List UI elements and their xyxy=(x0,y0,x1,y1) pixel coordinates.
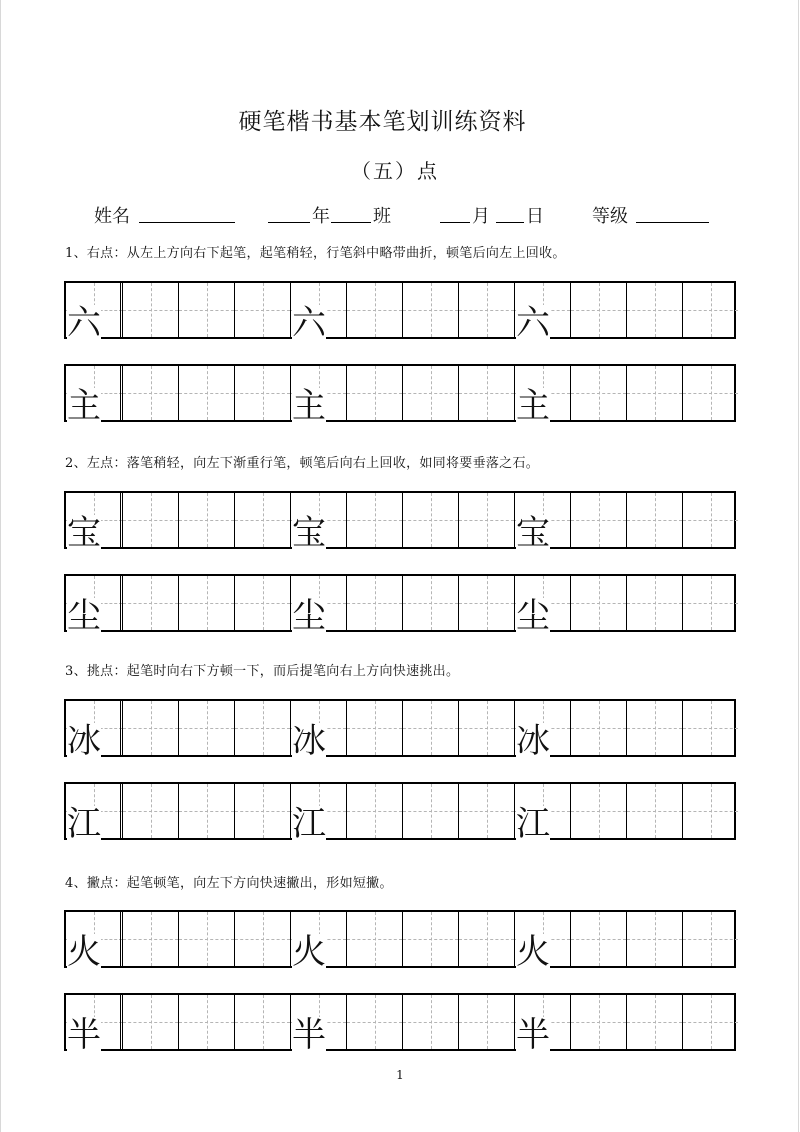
practice-cell[interactable] xyxy=(234,701,290,755)
model-character: 尘 xyxy=(67,596,101,636)
practice-cell[interactable] xyxy=(290,701,346,761)
practice-cell[interactable] xyxy=(682,283,738,337)
practice-row xyxy=(64,364,736,426)
practice-cell[interactable] xyxy=(402,576,458,630)
practice-cell[interactable] xyxy=(346,995,402,1049)
practice-cell[interactable] xyxy=(570,912,626,966)
model-character: 火 xyxy=(292,932,326,972)
guide-line-horizontal xyxy=(123,603,178,604)
practice-cell[interactable] xyxy=(66,912,122,972)
practice-row xyxy=(64,574,736,636)
guide-line-horizontal xyxy=(179,520,234,521)
practice-cell[interactable] xyxy=(178,912,234,966)
practice-cell[interactable] xyxy=(178,366,234,420)
guide-line-horizontal xyxy=(347,310,402,311)
practice-cell[interactable] xyxy=(458,784,514,838)
page-title: 硬笔楷书基本笔划训练资料 xyxy=(238,109,527,135)
month-blank[interactable] xyxy=(440,222,470,223)
practice-cell[interactable] xyxy=(402,912,458,966)
practice-cell[interactable] xyxy=(570,995,626,1049)
practice-cell[interactable] xyxy=(626,366,682,420)
practice-cell[interactable] xyxy=(458,995,514,1049)
grade-blank[interactable] xyxy=(636,222,709,223)
model-character: 宝 xyxy=(67,513,101,553)
practice-cell[interactable] xyxy=(234,576,290,630)
guide-line-horizontal xyxy=(403,603,458,604)
guide-line-horizontal xyxy=(179,728,234,729)
practice-cell[interactable] xyxy=(178,283,234,337)
guide-line-horizontal xyxy=(235,728,290,729)
practice-cell[interactable] xyxy=(514,493,570,553)
practice-cell[interactable] xyxy=(346,493,402,547)
practice-cell[interactable] xyxy=(682,995,738,1049)
model-character: 火 xyxy=(516,932,550,972)
practice-cell[interactable] xyxy=(458,576,514,630)
guide-line-horizontal xyxy=(571,310,626,311)
practice-cell[interactable] xyxy=(346,784,402,838)
practice-cell[interactable] xyxy=(290,912,346,972)
practice-cell[interactable] xyxy=(514,283,570,343)
name-label: 姓名 xyxy=(94,206,130,227)
practice-cell[interactable] xyxy=(122,283,178,337)
guide-line-horizontal xyxy=(235,520,290,521)
model-character: 冰 xyxy=(67,721,101,761)
guide-line-horizontal xyxy=(403,728,458,729)
guide-line-horizontal xyxy=(123,1022,178,1023)
guide-line-horizontal xyxy=(459,393,514,394)
guide-line-horizontal xyxy=(123,310,178,311)
practice-cell[interactable] xyxy=(122,576,178,630)
guide-line-horizontal xyxy=(571,728,626,729)
guide-line-horizontal xyxy=(459,1022,514,1023)
practice-cell[interactable] xyxy=(402,366,458,420)
guide-line-horizontal xyxy=(403,310,458,311)
practice-cell[interactable] xyxy=(290,493,346,553)
guide-line-horizontal xyxy=(403,393,458,394)
model-character: 半 xyxy=(516,1015,550,1055)
practice-cell[interactable] xyxy=(570,784,626,838)
practice-cell[interactable] xyxy=(290,995,346,1055)
practice-row xyxy=(64,491,736,553)
guide-line-horizontal xyxy=(459,520,514,521)
practice-cell[interactable] xyxy=(682,366,738,420)
guide-line-horizontal xyxy=(179,310,234,311)
guide-line-horizontal xyxy=(179,393,234,394)
guide-line-horizontal xyxy=(571,603,626,604)
practice-cell[interactable] xyxy=(458,283,514,337)
practice-cell[interactable] xyxy=(682,912,738,966)
practice-cell[interactable] xyxy=(122,995,178,1049)
practice-cell[interactable] xyxy=(626,995,682,1049)
guide-line-horizontal xyxy=(403,939,458,940)
guide-line-horizontal xyxy=(459,811,514,812)
model-character: 宝 xyxy=(516,513,550,553)
practice-cell[interactable] xyxy=(66,995,122,1055)
guide-line-horizontal xyxy=(347,811,402,812)
guide-line-horizontal xyxy=(627,520,682,521)
practice-cell[interactable] xyxy=(66,283,122,343)
class-label: 班 xyxy=(373,206,391,227)
practice-cell[interactable] xyxy=(66,784,122,844)
model-character: 江 xyxy=(516,804,550,844)
model-character: 半 xyxy=(292,1015,326,1055)
guide-line-horizontal xyxy=(459,310,514,311)
practice-cell[interactable] xyxy=(514,995,570,1055)
page-right-edge xyxy=(798,0,799,1132)
practice-cell[interactable] xyxy=(626,283,682,337)
practice-cell[interactable] xyxy=(402,784,458,838)
guide-line-horizontal xyxy=(683,310,738,311)
guide-line-horizontal xyxy=(627,393,682,394)
practice-cell[interactable] xyxy=(682,784,738,838)
guide-line-horizontal xyxy=(571,520,626,521)
practice-cell[interactable] xyxy=(290,576,346,636)
section-instruction: 2、左点：落笔稍轻，向左下渐重行笔，顿笔后向右上回收，如同将要垂落之石。 xyxy=(65,456,540,471)
practice-cell[interactable] xyxy=(290,784,346,844)
model-character: 主 xyxy=(67,386,101,426)
name-blank[interactable] xyxy=(139,222,235,223)
practice-cell[interactable] xyxy=(178,576,234,630)
practice-cell[interactable] xyxy=(458,701,514,755)
guide-line-horizontal xyxy=(571,393,626,394)
guide-line-horizontal xyxy=(627,811,682,812)
practice-cell[interactable] xyxy=(346,701,402,755)
day-blank[interactable] xyxy=(496,222,524,223)
guide-line-horizontal xyxy=(683,1022,738,1023)
section-instruction: 3、挑点：起笔时向右下方顿一下，而后提笔向右上方向快速挑出。 xyxy=(65,664,460,679)
practice-cell[interactable] xyxy=(178,493,234,547)
class-blank[interactable] xyxy=(331,222,371,223)
practice-cell[interactable] xyxy=(122,366,178,420)
guide-line-horizontal xyxy=(627,603,682,604)
practice-cell[interactable] xyxy=(570,366,626,420)
guide-line-horizontal xyxy=(179,1022,234,1023)
guide-line-horizontal xyxy=(683,728,738,729)
guide-line-horizontal xyxy=(571,811,626,812)
practice-cell[interactable] xyxy=(66,576,122,636)
practice-cell[interactable] xyxy=(402,995,458,1049)
practice-cell[interactable] xyxy=(178,701,234,755)
guide-line-horizontal xyxy=(347,603,402,604)
practice-cell[interactable] xyxy=(682,493,738,547)
student-info-line xyxy=(0,202,800,230)
practice-cell[interactable] xyxy=(234,283,290,337)
guide-line-horizontal xyxy=(627,939,682,940)
guide-line-horizontal xyxy=(683,811,738,812)
practice-cell[interactable] xyxy=(514,784,570,844)
practice-cell[interactable] xyxy=(626,701,682,755)
model-character: 六 xyxy=(67,303,101,343)
practice-cell[interactable] xyxy=(570,493,626,547)
practice-row xyxy=(64,910,736,972)
practice-cell[interactable] xyxy=(178,784,234,838)
practice-cell[interactable] xyxy=(682,701,738,755)
practice-cell[interactable] xyxy=(290,366,346,426)
practice-row xyxy=(64,699,736,761)
guide-line-horizontal xyxy=(459,603,514,604)
section-instruction: 4、撇点：起笔顿笔，向左下方向快速撇出，形如短撇。 xyxy=(65,876,393,891)
guide-line-horizontal xyxy=(347,939,402,940)
guide-line-horizontal xyxy=(235,811,290,812)
guide-line-horizontal xyxy=(347,728,402,729)
model-character: 宝 xyxy=(292,513,326,553)
guide-line-horizontal xyxy=(123,939,178,940)
practice-cell[interactable] xyxy=(626,576,682,630)
model-character: 冰 xyxy=(292,721,326,761)
practice-row xyxy=(64,993,736,1055)
practice-cell[interactable] xyxy=(402,701,458,755)
practice-cell[interactable] xyxy=(234,366,290,420)
guide-line-horizontal xyxy=(571,1022,626,1023)
page-subtitle: （五）点 xyxy=(351,159,439,183)
practice-cell[interactable] xyxy=(346,912,402,966)
practice-cell[interactable] xyxy=(626,912,682,966)
guide-line-horizontal xyxy=(627,310,682,311)
model-character: 冰 xyxy=(516,721,550,761)
guide-line-horizontal xyxy=(123,393,178,394)
guide-line-horizontal xyxy=(683,520,738,521)
guide-line-horizontal xyxy=(403,1022,458,1023)
guide-line-horizontal xyxy=(179,939,234,940)
guide-line-horizontal xyxy=(403,520,458,521)
section-instruction: 1、右点：从左上方向右下起笔，起笔稍轻，行笔斜中略带曲折，顿笔后向左上回收。 xyxy=(65,246,566,261)
guide-line-horizontal xyxy=(571,939,626,940)
guide-line-horizontal xyxy=(683,939,738,940)
practice-cell[interactable] xyxy=(234,995,290,1049)
guide-line-horizontal xyxy=(235,939,290,940)
guide-line-horizontal xyxy=(347,520,402,521)
model-character: 火 xyxy=(67,932,101,972)
model-character: 六 xyxy=(292,303,326,343)
guide-line-horizontal xyxy=(347,393,402,394)
guide-line-horizontal xyxy=(347,1022,402,1023)
grade-label: 等级 xyxy=(592,206,628,227)
guide-line-horizontal xyxy=(235,393,290,394)
practice-cell[interactable] xyxy=(682,576,738,630)
practice-cell[interactable] xyxy=(514,912,570,972)
practice-cell[interactable] xyxy=(122,701,178,755)
guide-line-horizontal xyxy=(403,811,458,812)
practice-cell[interactable] xyxy=(570,283,626,337)
practice-row xyxy=(64,281,736,343)
guide-line-horizontal xyxy=(459,939,514,940)
practice-cell[interactable] xyxy=(570,576,626,630)
guide-line-horizontal xyxy=(123,520,178,521)
practice-cell[interactable] xyxy=(402,493,458,547)
guide-line-horizontal xyxy=(683,603,738,604)
practice-cell[interactable] xyxy=(234,912,290,966)
guide-line-horizontal xyxy=(123,728,178,729)
year-blank[interactable] xyxy=(268,222,310,223)
year-label: 年 xyxy=(312,206,330,227)
practice-cell[interactable] xyxy=(458,493,514,547)
day-label: 日 xyxy=(526,206,544,227)
guide-line-horizontal xyxy=(235,1022,290,1023)
guide-line-horizontal xyxy=(179,811,234,812)
model-character: 尘 xyxy=(292,596,326,636)
practice-cell[interactable] xyxy=(458,366,514,420)
guide-line-horizontal xyxy=(683,393,738,394)
model-character: 六 xyxy=(516,303,550,343)
practice-cell[interactable] xyxy=(66,366,122,426)
practice-cell[interactable] xyxy=(626,784,682,838)
practice-cell[interactable] xyxy=(234,493,290,547)
practice-cell[interactable] xyxy=(458,912,514,966)
practice-cell[interactable] xyxy=(514,576,570,636)
practice-row xyxy=(64,782,736,844)
practice-cell[interactable] xyxy=(402,283,458,337)
guide-line-horizontal xyxy=(123,811,178,812)
practice-cell[interactable] xyxy=(346,576,402,630)
guide-line-horizontal xyxy=(627,728,682,729)
practice-cell[interactable] xyxy=(122,493,178,547)
model-character: 主 xyxy=(292,386,326,426)
practice-cell[interactable] xyxy=(234,784,290,838)
practice-cell[interactable] xyxy=(346,283,402,337)
guide-line-horizontal xyxy=(235,310,290,311)
practice-cell[interactable] xyxy=(122,784,178,838)
practice-cell[interactable] xyxy=(178,995,234,1049)
guide-line-horizontal xyxy=(627,1022,682,1023)
model-character: 半 xyxy=(67,1015,101,1055)
practice-cell[interactable] xyxy=(514,701,570,761)
model-character: 江 xyxy=(292,804,326,844)
practice-cell[interactable] xyxy=(66,701,122,761)
practice-cell[interactable] xyxy=(66,493,122,553)
guide-line-horizontal xyxy=(179,603,234,604)
guide-line-horizontal xyxy=(459,728,514,729)
model-character: 尘 xyxy=(516,596,550,636)
month-label: 月 xyxy=(472,206,490,227)
practice-cell[interactable] xyxy=(290,283,346,343)
practice-cell[interactable] xyxy=(346,366,402,420)
model-character: 主 xyxy=(516,386,550,426)
guide-line-horizontal xyxy=(235,603,290,604)
practice-cell[interactable] xyxy=(514,366,570,426)
practice-cell[interactable] xyxy=(122,912,178,966)
practice-cell[interactable] xyxy=(570,701,626,755)
page-number: 1 xyxy=(396,1068,404,1082)
practice-cell[interactable] xyxy=(626,493,682,547)
model-character: 江 xyxy=(67,804,101,844)
